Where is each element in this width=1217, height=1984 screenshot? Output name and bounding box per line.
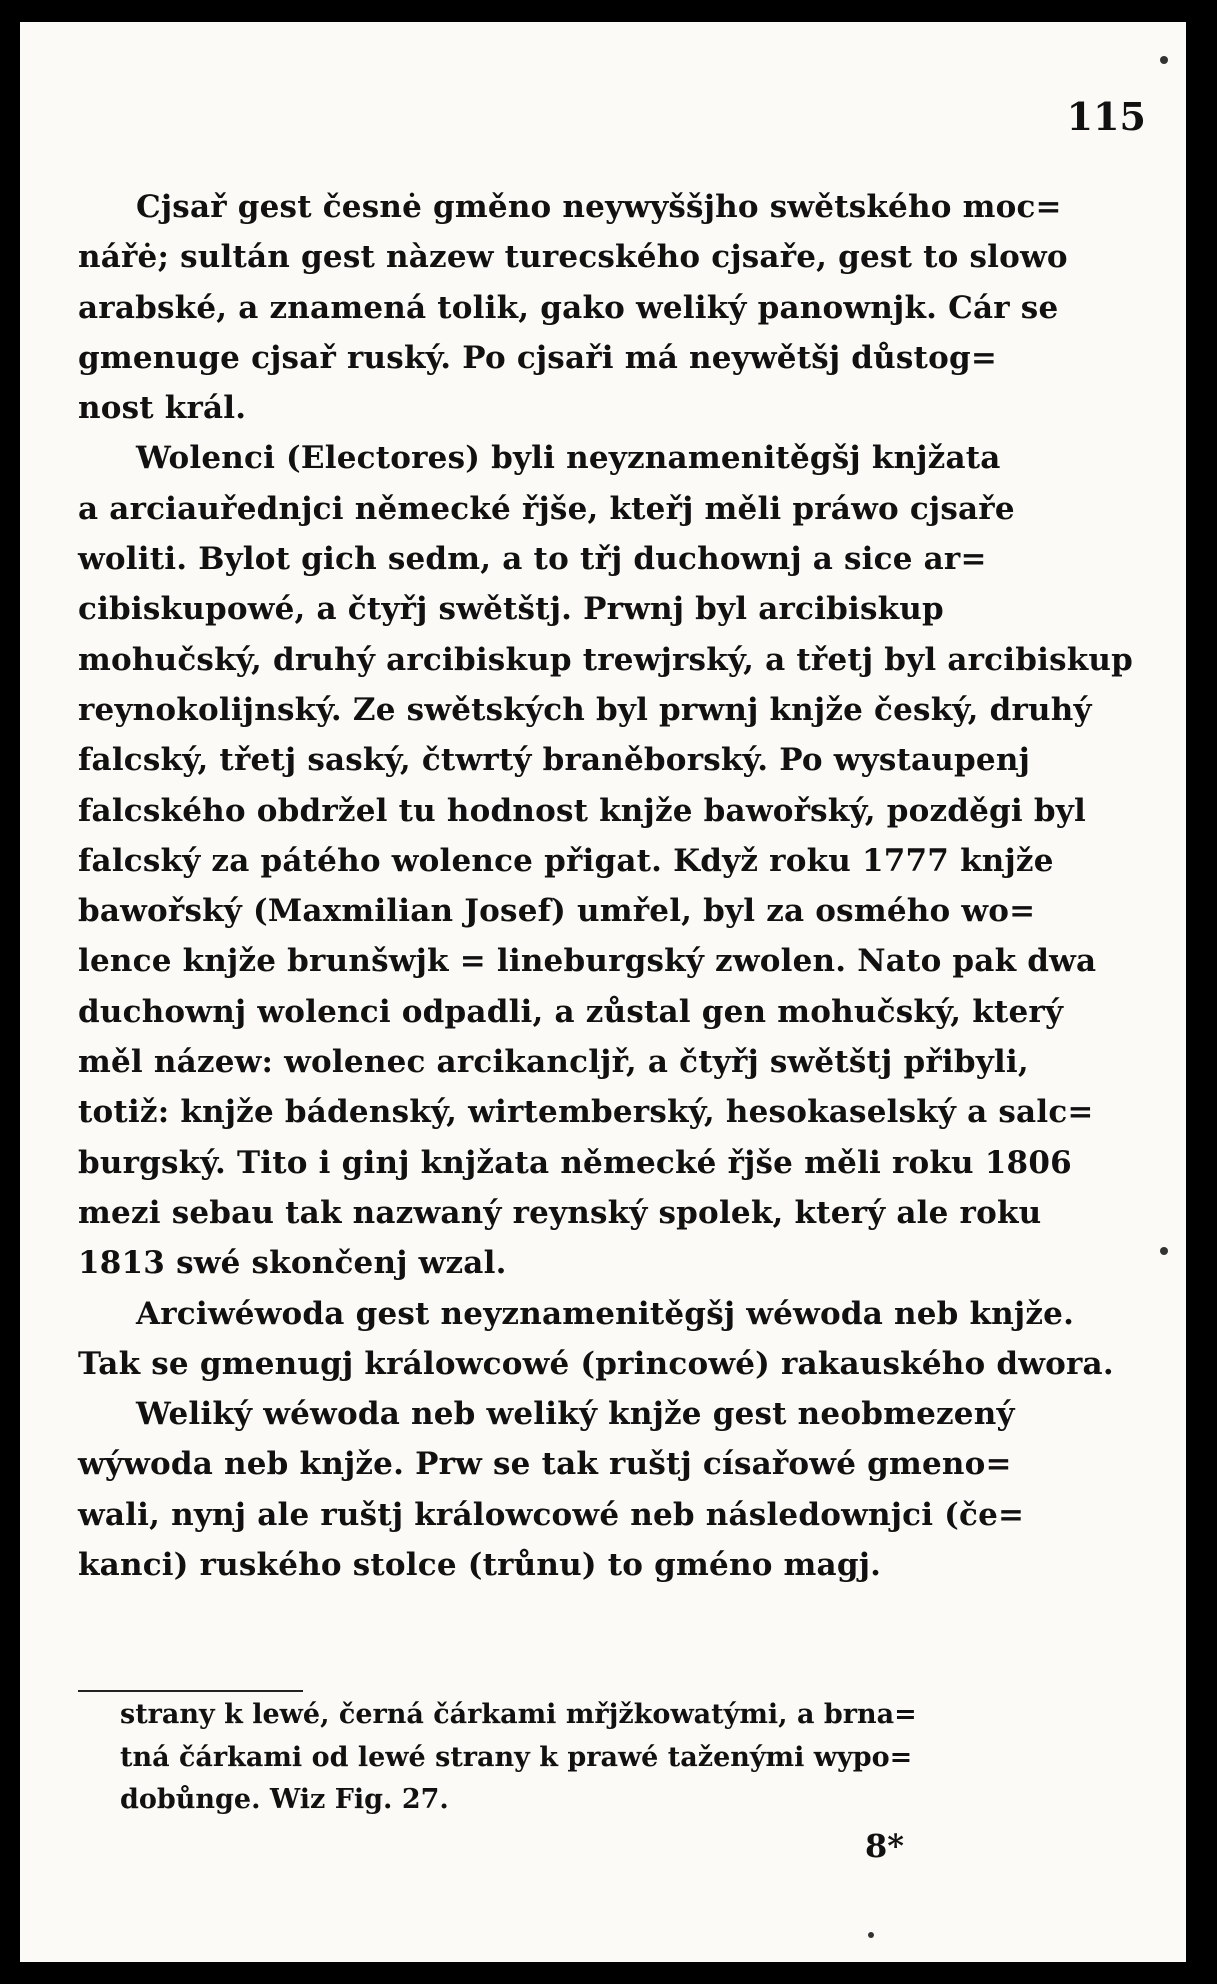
text-line: wýwoda neb knjže. Prw se tak ruštj císařowé gmeno= — [78, 1446, 1012, 1483]
footnote-divider — [78, 1690, 303, 1692]
print-speck — [868, 1932, 874, 1938]
text-line: reynokolijnský. Ze swětských byl prwnj knjže český, druhý — [78, 691, 1092, 728]
text-line: falcského obdržel tu hodnost knjže bawořský, pozděgi byl — [78, 792, 1086, 829]
text-line: gmenuge cjsař ruský. Po cjsaři má neywětšj důstog= — [78, 339, 998, 376]
text-line: Cjsař gest česnė gměno neywyššjho swětského moc= — [136, 189, 1062, 225]
text-line: woliti. Bylot gich sedm, a to třj duchownj a sice ar= — [78, 541, 987, 578]
text-line: Tak se gmenugj králowcowé (princowé) rakauského dwora. — [78, 1345, 1114, 1382]
text-line: Wolenci (Electores) byli neyznamenitěgšj knjžata — [136, 440, 1001, 477]
print-speck — [1160, 1247, 1168, 1255]
text-line: falcský, třetj saský, čtwrtý braněborský. Po wystaupenj — [78, 742, 1030, 779]
text-line: burgský. Tito i ginj knjžata německé řjše měli roku 1806 — [78, 1144, 1072, 1181]
signature-mark: 8* — [865, 1827, 904, 1865]
page-number: 115 — [1066, 94, 1146, 139]
footnote-line: tná čárkami od lewé strany k prawé taženými wypo= — [120, 1741, 913, 1773]
text-line: cibiskupowé, a čtyřj swětštj. Prwnj byl arcibiskup — [78, 591, 944, 628]
text-line: nářė; sultán gest nàzew turecského cjsaře, gest to slowo — [78, 239, 1068, 276]
text-line: měl názew: wolenec arcikancljř, a čtyřj swětštj přibyli, — [78, 1044, 1029, 1081]
text-line: falcský za pátého wolence přigat. Když roku 1777 knjže — [78, 842, 1054, 879]
text-line: mohučský, druhý arcibiskup trewjrský, a třetj byl arcibiskup — [78, 641, 1134, 678]
footnote-line: dobůnge. Wiz Fig. 27. — [120, 1784, 449, 1815]
footnote — [120, 1694, 1080, 1822]
text-line: Weliký wéwoda neb weliký knjže gest neobmezený — [136, 1396, 1015, 1433]
text-line: a arciauřednjci německé řjše, kteřj měli práwo cjsaře — [78, 490, 1015, 527]
book-page — [20, 22, 1186, 1962]
print-speck — [1160, 56, 1168, 64]
text-line: Arciwéwoda gest neyznamenitěgšj wéwoda neb knjže. — [136, 1295, 1075, 1332]
text-line: nost král. — [78, 390, 247, 427]
text-line: bawořský (Maxmilian Josef) umřel, byl za osmého wo= — [78, 893, 1036, 930]
text-line: arabské, a znamená tolik, gako weliký panownjk. Cár se — [78, 289, 1059, 326]
text-line: totiž: knjže bádenský, wirtemberský, hesokaselský a salc= — [78, 1094, 1094, 1131]
text-line: lence knjže brunšwjk = lineburgský zwolen. Nato pak dwa — [78, 943, 1097, 980]
text-line: mezi sebau tak nazwaný reynský spolek, který ale roku — [78, 1194, 1042, 1231]
text-line: wali, nynj ale ruštj králowcowé neb následownjci (če= — [78, 1496, 1025, 1533]
body-text — [78, 182, 1134, 1590]
text-line: kanci) ruského stolce (trůnu) to gméno magj. — [78, 1547, 882, 1584]
text-line: duchownj wolenci odpadli, a zůstal gen mohučský, který — [78, 993, 1064, 1030]
text-line: 1813 swé skončenj wzal. — [78, 1245, 507, 1282]
footnote-line: strany k lewé, černá čárkami mřjžkowatými, a brna= — [120, 1699, 917, 1730]
